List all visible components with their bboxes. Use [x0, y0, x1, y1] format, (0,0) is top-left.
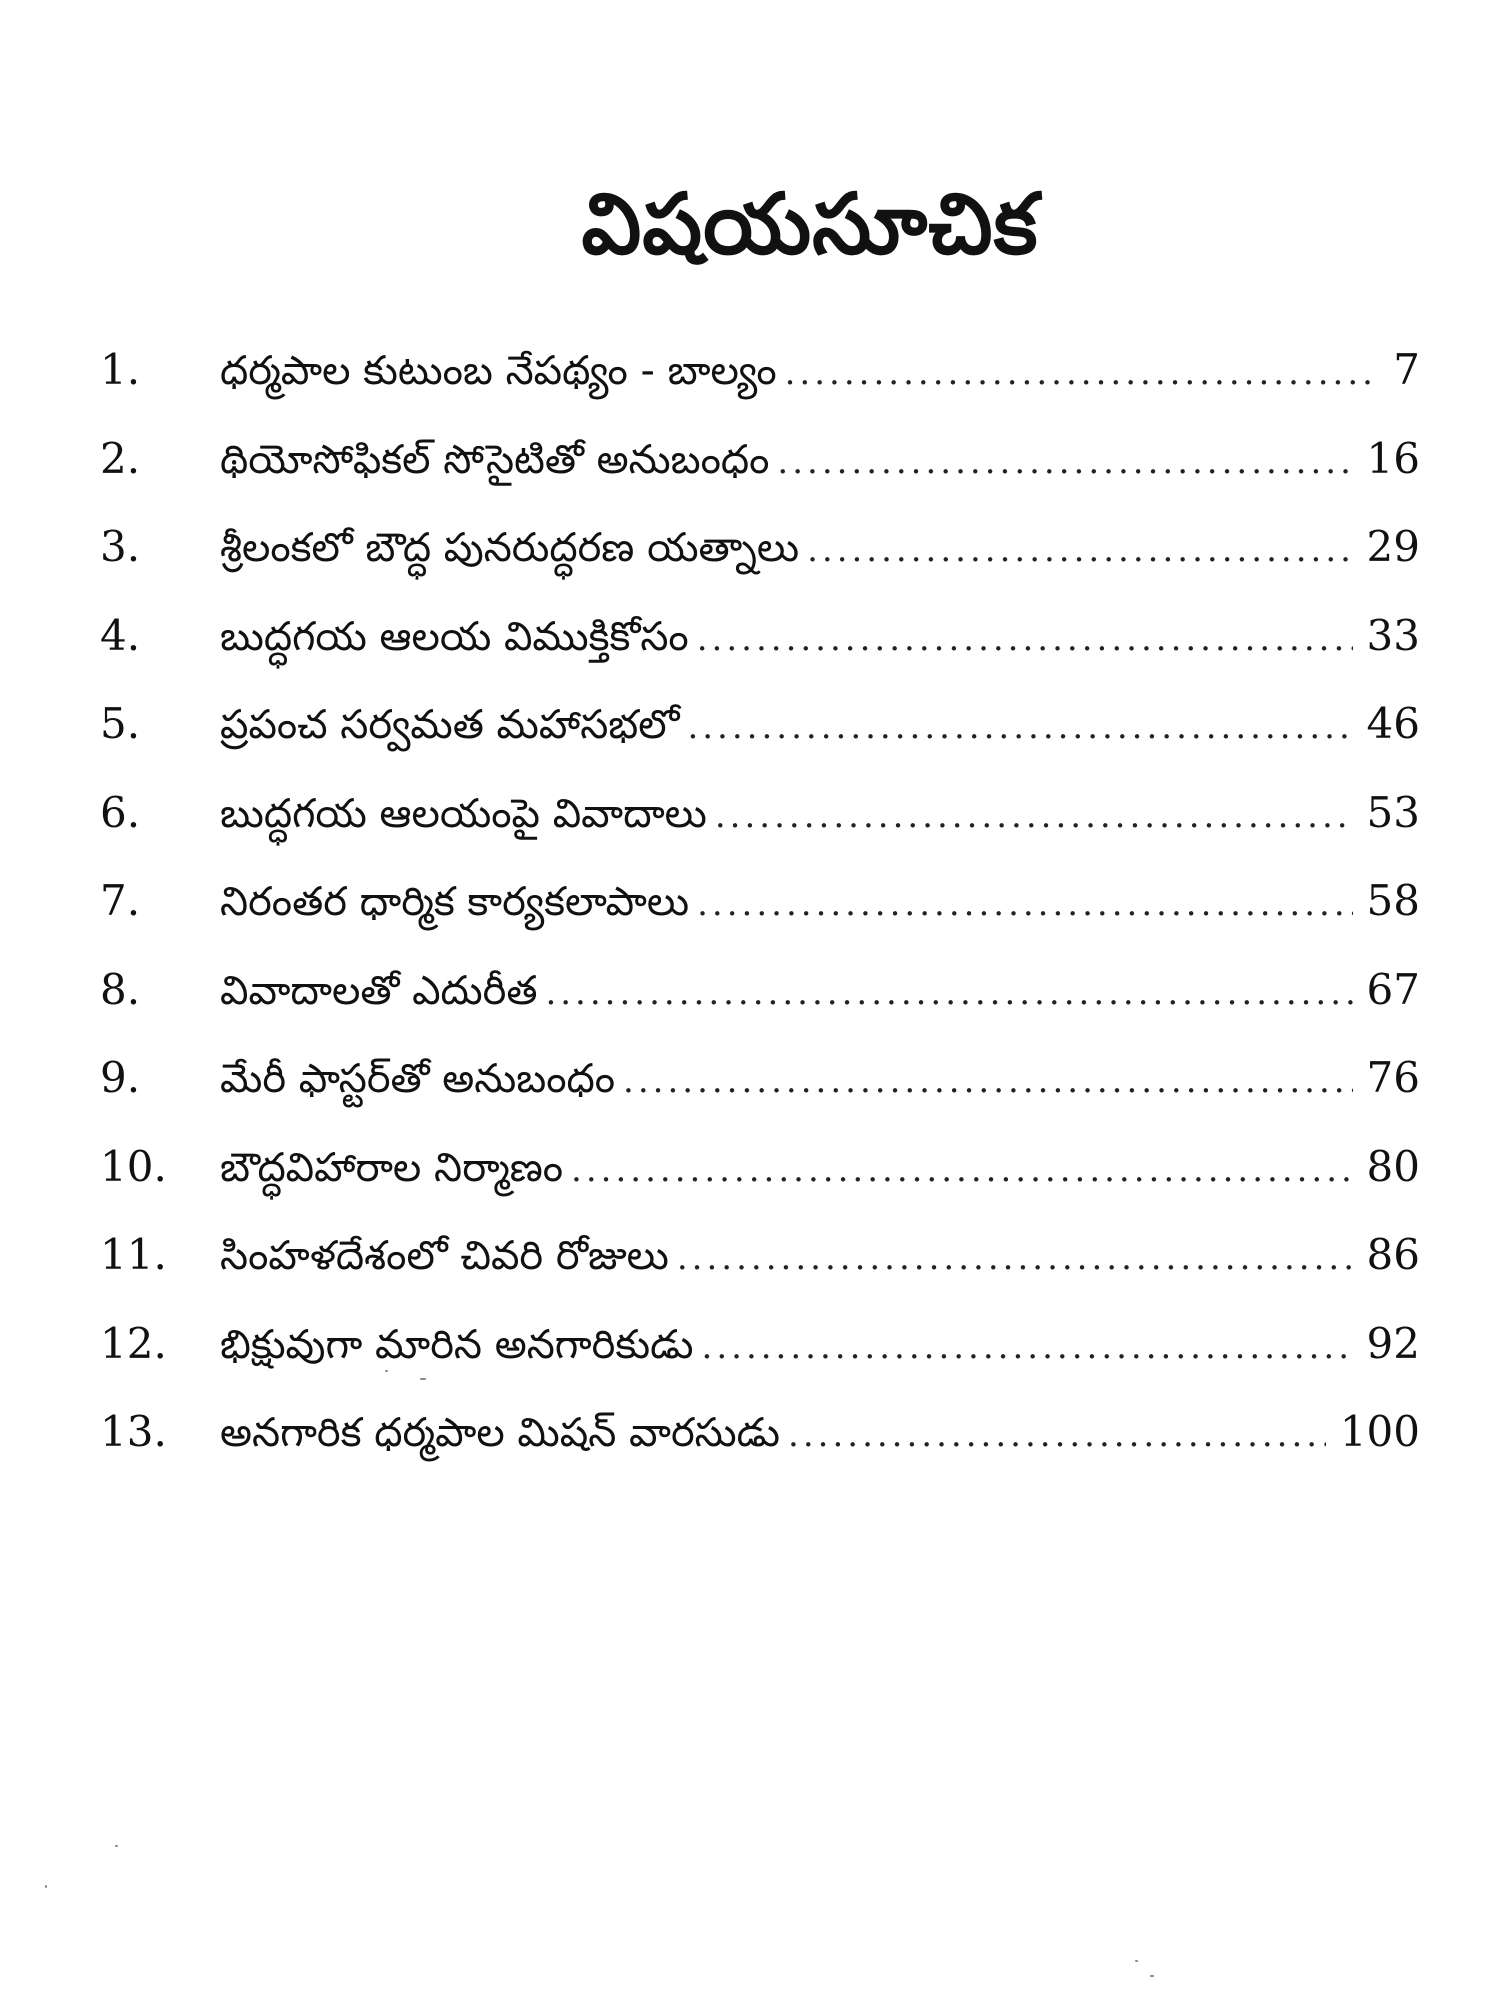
toc-entry-page: 29 [1366, 522, 1420, 571]
toc-entry [100, 1319, 1420, 1408]
toc-entry-number: 11. [100, 1230, 167, 1279]
toc-entry-title: మేరీ ఫాస్టర్‌తో అనుబంధం [220, 1056, 616, 1102]
toc-entry-number: 3. [100, 522, 141, 571]
dot-leader [687, 707, 1352, 747]
dot-leader [715, 796, 1353, 836]
toc-entry-title: సింహళదేశంలో చివరి రోజులు [220, 1233, 669, 1279]
scan-speck [1135, 1960, 1138, 1962]
toc-entry-title: అనగారిక ధర్మపాల మిషన్ వారసుడు [220, 1410, 781, 1456]
toc-entry [100, 1407, 1420, 1496]
toc-entry-page: 46 [1366, 699, 1420, 748]
toc-entry-number: 6. [100, 787, 141, 837]
toc-entry-page: 16 [1366, 433, 1420, 483]
toc-entry-title: బుద్ధగయ ఆలయ విముక్తికోసం [220, 613, 689, 660]
toc-entry [100, 1142, 1420, 1231]
toc-entry [100, 876, 1420, 965]
toc-entry-page: 100 [1339, 1407, 1420, 1456]
dot-leader [571, 1150, 1353, 1190]
toc-entry-number: 7. [100, 876, 141, 925]
dot-leader [697, 619, 1353, 659]
toc-entry-title: ధర్మపాల కుటుంబ నేపథ్యం - బాల్యం [220, 348, 777, 394]
toc-entry-page: 86 [1366, 1230, 1420, 1279]
dot-leader [623, 1061, 1353, 1101]
toc-entry-title: నిరంతర ధార్మిక కార్యకలాపాలు [220, 879, 690, 925]
scan-speck [385, 1370, 388, 1372]
toc-entry-number: 13. [100, 1407, 167, 1456]
toc-entry-page: 76 [1366, 1053, 1420, 1102]
dot-leader [785, 353, 1380, 393]
dot-leader [545, 973, 1352, 1013]
toc-entry-number: 8. [100, 964, 141, 1014]
toc-entry-title: శ్రీలంకలో బౌద్ధ పునరుద్ధరణ యత్నాలు [220, 525, 800, 571]
scan-speck [115, 1845, 118, 1847]
toc-entry-title: భిక్షువుగా మారిన అనగారికుడు [220, 1321, 694, 1368]
toc-entry-title: ప్రపంచ సర్వమత మహాసభలో [220, 702, 680, 748]
toc-entry-number: 10. [100, 1141, 167, 1191]
page-title: విషయసూచిక [581, 175, 1039, 273]
dot-leader [697, 884, 1352, 924]
toc-entry-number: 5. [100, 699, 141, 748]
dot-leader [702, 1327, 1353, 1367]
toc-entry [100, 611, 1420, 700]
table-of-contents [100, 345, 1420, 1496]
dot-leader [677, 1238, 1353, 1278]
toc-entry [100, 522, 1420, 611]
toc-entry [100, 699, 1420, 788]
toc-entry-title: వివాదాలతో ఎదురీత [220, 967, 538, 1014]
toc-entry-page: 33 [1366, 610, 1420, 660]
scan-speck [420, 1378, 426, 1380]
toc-entry [100, 1053, 1420, 1142]
toc-entry-page: 53 [1366, 787, 1420, 837]
toc-entry-page: 92 [1366, 1318, 1420, 1368]
toc-entry-number: 1. [100, 345, 141, 394]
dot-leader [777, 442, 1352, 482]
scan-speck [45, 1885, 47, 1888]
toc-entry [100, 965, 1420, 1054]
toc-entry-number: 9. [100, 1053, 141, 1102]
dot-leader [788, 1415, 1326, 1455]
toc-entry-title: బౌద్ధవిహారాల నిర్మాణం [220, 1144, 564, 1191]
toc-entry-page: 7 [1393, 345, 1420, 394]
toc-entry [100, 434, 1420, 523]
scan-speck [1150, 1975, 1154, 1977]
toc-entry-page: 58 [1366, 876, 1420, 925]
toc-entry-number: 2. [100, 433, 141, 483]
dot-leader [807, 530, 1352, 570]
toc-entry [100, 1230, 1420, 1319]
toc-entry [100, 788, 1420, 877]
toc-entry-page: 80 [1366, 1141, 1420, 1191]
toc-entry-page: 67 [1366, 964, 1420, 1014]
toc-entry-number: 12. [100, 1318, 167, 1368]
toc-entry-number: 4. [100, 610, 141, 660]
toc-entry-title: థియోసోఫికల్ సోసైటితో అనుబంధం [220, 436, 770, 483]
toc-entry-title: బుద్ధగయ ఆలయంపై వివాదాలు [220, 790, 707, 837]
toc-entry [100, 345, 1420, 434]
